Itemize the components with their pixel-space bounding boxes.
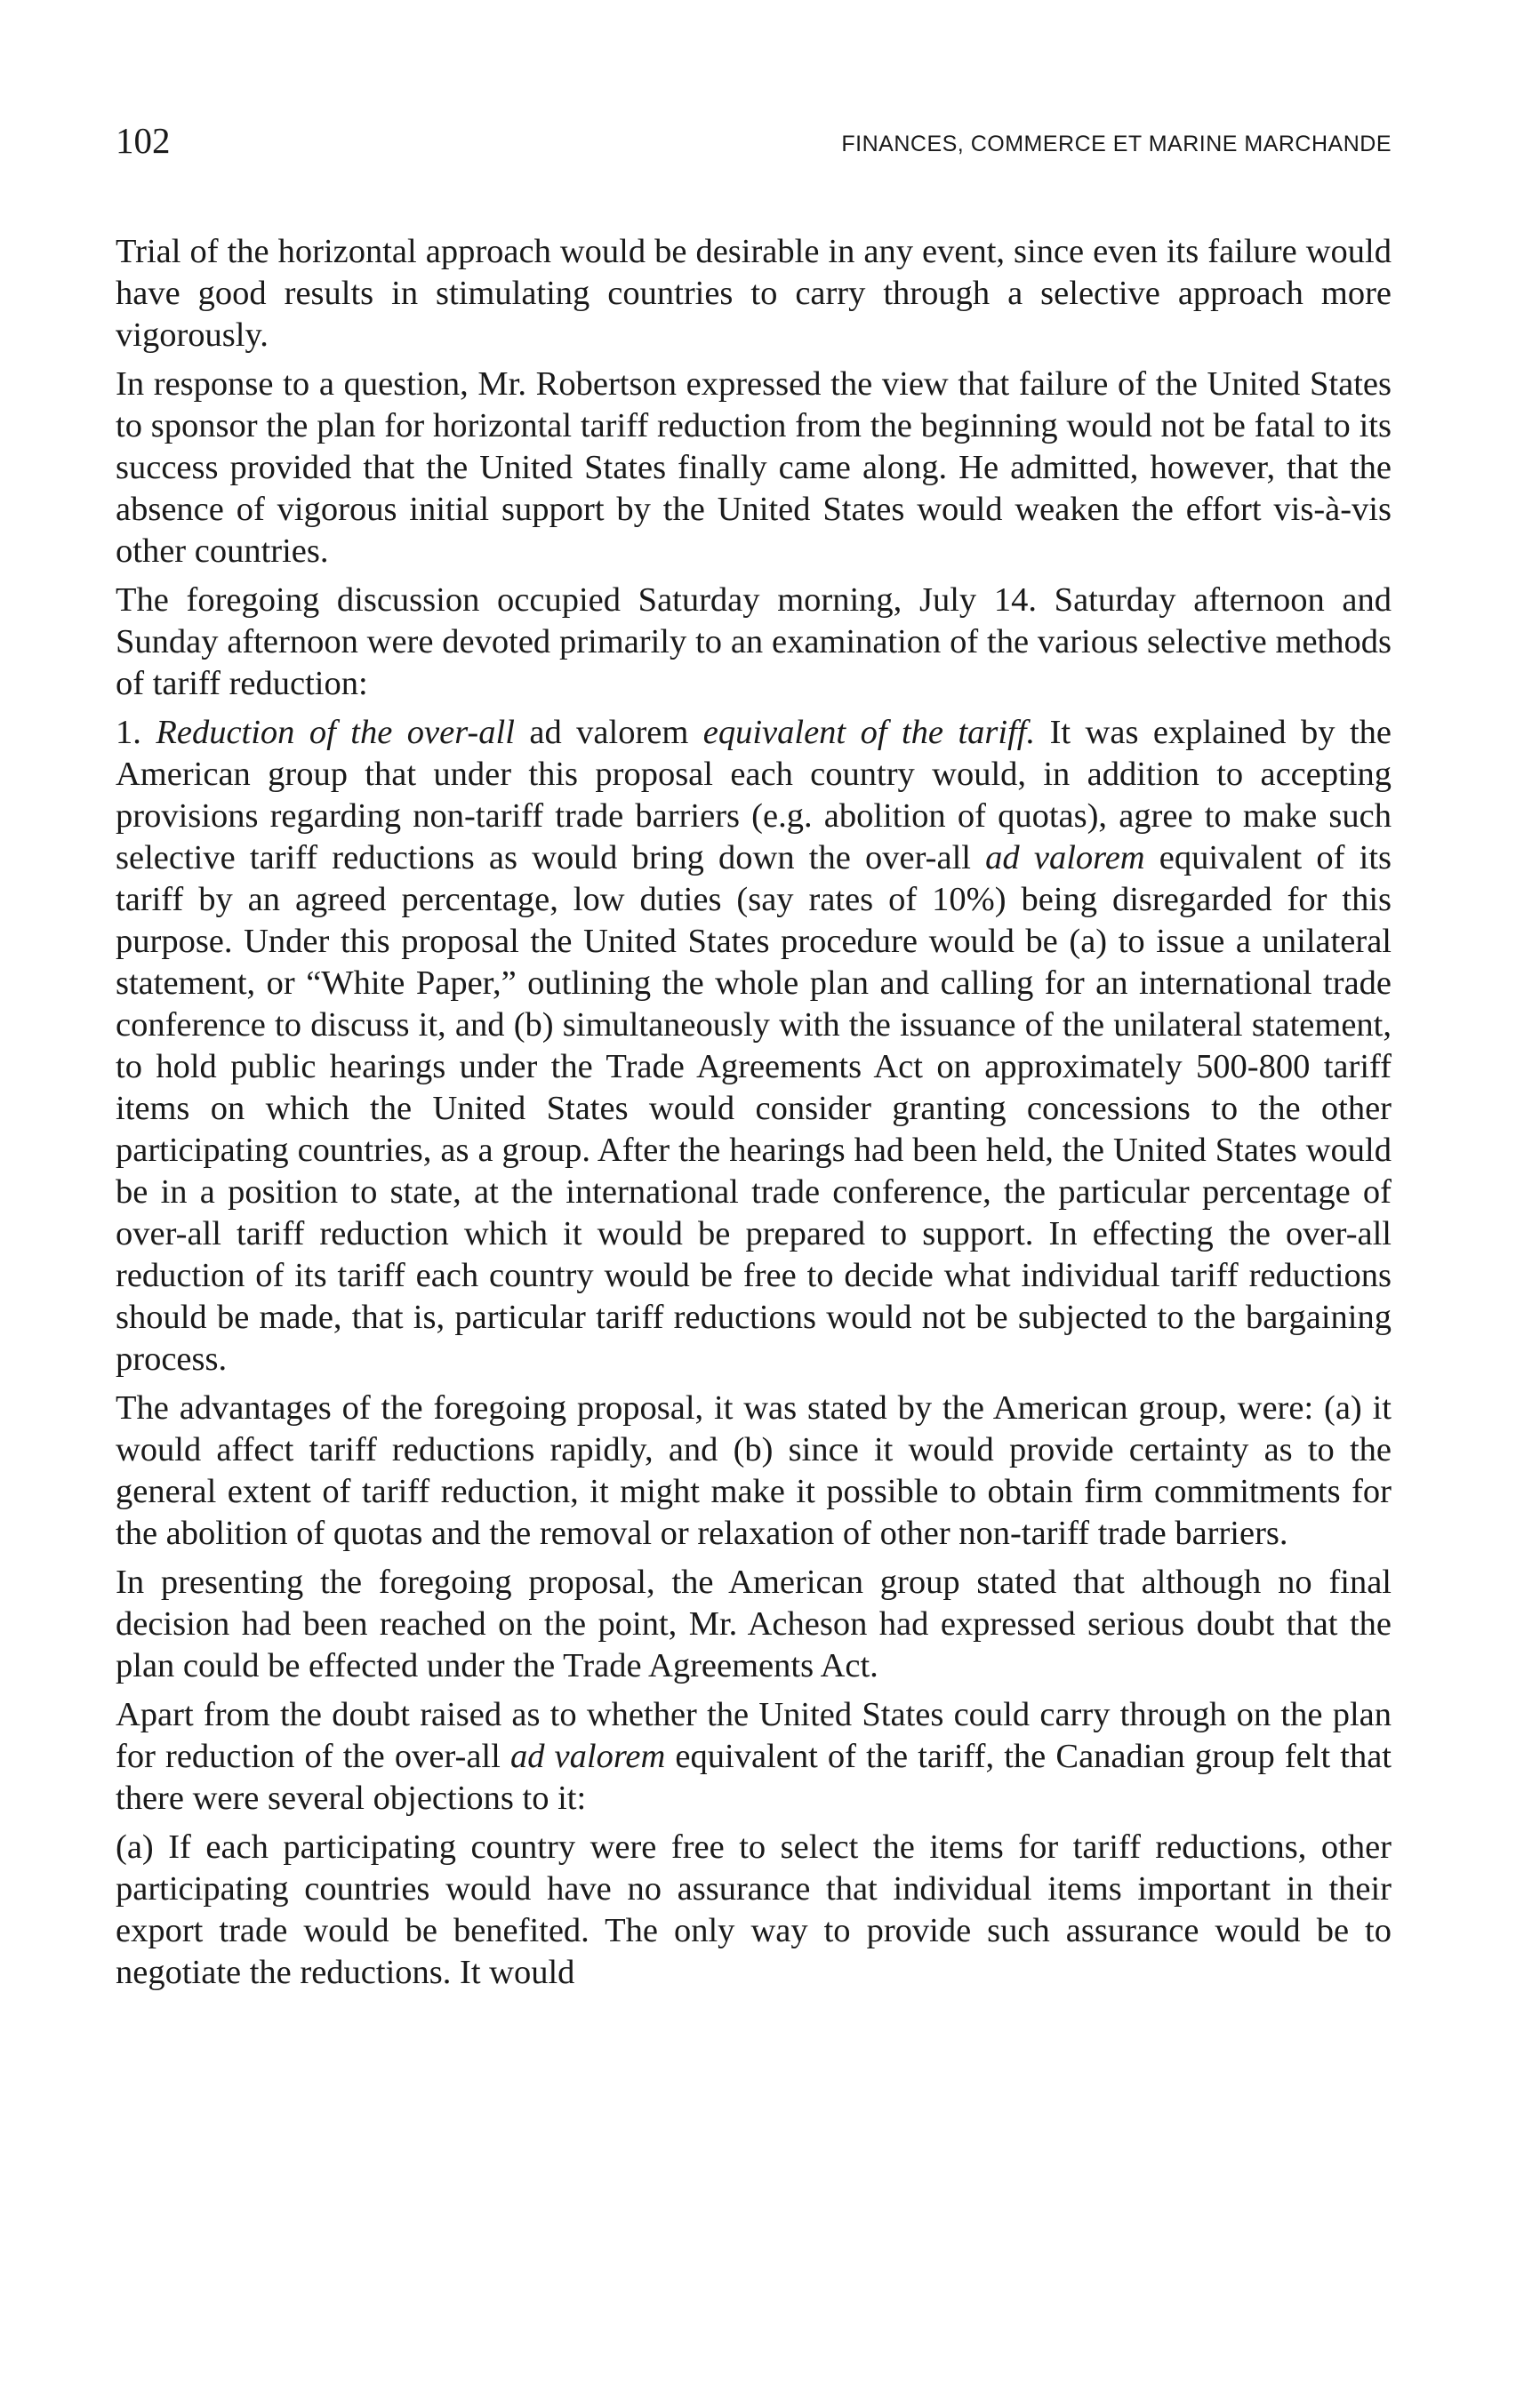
section-title-b: ad valorem — [514, 714, 703, 751]
ad-valorem-term: ad valorem — [509, 1738, 666, 1775]
paragraph-7-text-a: Apart from the doubt raised as to whether the United States could carry through on the plan for reduction of the over-all — [116, 1696, 1392, 1775]
paragraph-6: In presenting the foregoing proposal, the American group stated that although no final decision had been reached on the point, Mr. Acheson had expressed serious doubt that the plan could be effected under the Trade Agreements Act. — [116, 1564, 1392, 1684]
paragraph-4 — [116, 712, 1392, 1380]
running-title: FINANCES, COMMERCE ET MARINE MARCHANDE — [841, 132, 1392, 156]
document-page — [116, 120, 1392, 176]
paragraph-5: The advantages of the foregoing proposal, it was stated by the American group, were: (a) it would affect tariff reductions rapidly, and (b) since it would provide certainty as to the general extent of tariff reduction, it might make it possible to obtain firm commitments for the abolition of quotas and the removal or relaxation of other non-tariff trade barriers. — [116, 1389, 1392, 1552]
paragraph-8: (a) If each participating country were free to select the items for tariff reductions, other participating countries would have no assurance that individual items important in their export trade would be benefited. The only way to provide such assurance would be to negotiate the reductions. It would — [116, 1828, 1392, 1991]
paragraph-4-text-b: equivalent of its tariff by an agreed percentage, low duties (say rates of 10%) being disregarded for this purpose. Under this proposal the United States procedure would be (a) to issue a unilateral statement, or “White Paper,” outlining the whole plan and calling for an international trade conference to discuss it, and (b) simultaneously with the issuance of the unilateral statement, to hold public hearings under the Trade Agreements Act on approximately 500-800 tariff items on which the United States would consider granting concessions to the other participating countries, as a group. After the hearings had been held, the United States would be in a position to state, at the international trade conference, the particular percentage of over-all tariff reduction which it would be prepared to support. In effecting the over-all reduction of its tariff each country would be free to decide what individual tariff reductions should be made, that is, particular tariff reductions would not be subjected to the bargaining process. — [116, 839, 1392, 1378]
running-head — [116, 120, 1392, 176]
ad-valorem-term: ad valorem — [985, 839, 1145, 876]
paragraph-7 — [116, 1694, 1392, 1820]
paragraph-4-text-a: It was explained by the American group that under this proposal each country would, in addition to accepting provisions regarding non-tariff trade barriers (e.g. abolition of quotas), agree to make such selective tariff reductions as would bring down the over-all — [116, 714, 1392, 876]
list-number: 1. — [116, 714, 156, 751]
section-title-c: equivalent of the tariff. — [702, 714, 1036, 751]
body-text — [116, 231, 1392, 2001]
paragraph-2: In response to a question, Mr. Robertson expressed the view that failure of the United States to sponsor the plan for horizontal tariff reduction from the beginning would not be fatal to its success provided that the United States finally came along. He admitted, however, that the absence of vigorous initial support by the United States would weaken the effort vis-à-vis other countries. — [116, 365, 1392, 570]
page-number: 102 — [116, 120, 171, 161]
paragraph-1: Trial of the horizontal approach would be desirable in any event, since even its failure would have good results in stimulating countries to carry through a selective approach more vigorously. — [116, 233, 1392, 354]
section-title-a: Reduction of the over-all — [156, 714, 515, 751]
paragraph-7-text-b: equivalent of the tariff, the Canadian group felt that there were several objections to it: — [116, 1738, 1392, 1817]
paragraph-3: The foregoing discussion occupied Saturday morning, July 14. Saturday afternoon and Sunday afternoon were devoted primarily to an examination of the various selective methods of tariff reduction: — [116, 581, 1392, 702]
